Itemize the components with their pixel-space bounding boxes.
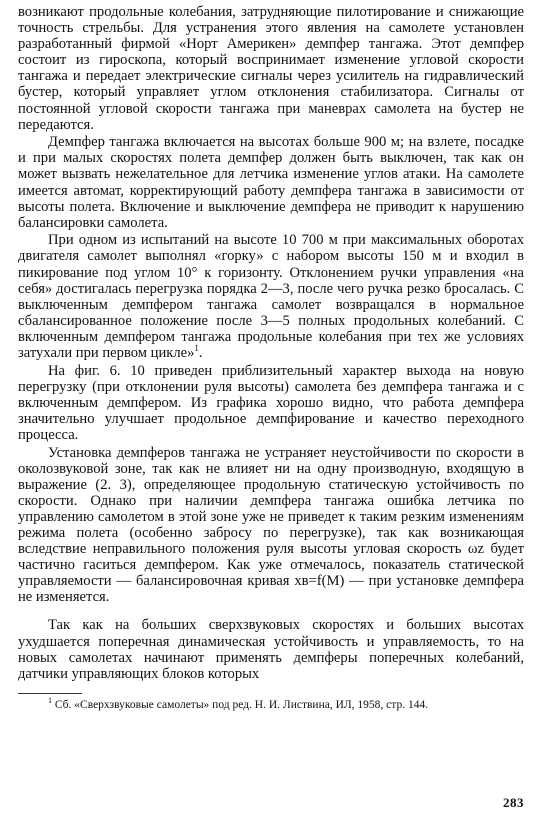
footnote-mark: 1 (48, 696, 52, 706)
paragraph-5: Установка демпферов тангажа не устраняет неустойчивости по скорости в околозвуковой зоне, так как не влияет ни на одну производную, входящую в выражение (2. 3), определяющее продольную статическую устойчивость по скорости. Однако при наличии демпфера тангажа ошибка летчика по управлению самолетом в этой зоне уже не приведет к таким резким изменениям режима полета (особенно забросу по перегрузке), так как возникающая вследствие неправильного положения руля высоты угловая скорость ωz будет частично гаситься демпфером. Как уже отмечалось, показатель статической управляемости — балансировочная кривая xв=f(M) — при установке демпфера не изменяется. (18, 444, 524, 606)
footnote (18, 698, 524, 712)
paragraph-1: возникают продольные колебания, затрудняющие пилотирование и снижающие точность стрельбы. Для устранения этого явления на самолете установлен разработанный фирмой «Норт Америкен» демпфер тангажа. Этот демпфер состоит из гироскопа, который воспринимает изменение угловой скорости тангажа и передает электрические сигналы через усилитель на гидравлический бустер, который управляет углом отклонения стабилизатора. Сигналы от постоянной угловой скорости тангажа при маневрах самолета на бустер не передаются. (18, 4, 524, 133)
paragraph-3 (18, 232, 524, 361)
footnote-reference: 1 (194, 343, 199, 354)
paragraph-2: Демпфер тангажа включается на высотах больше 900 м; на взлете, посадке и при малых скоростях полета демпфер должен быть выключен, так как он может вызвать нежелательное для летчика изменение углов атаки. На самолете имеется автомат, корректирующий работу демпфера тангажа в зависимости от высоты полета. Включение и выключение демпфера не приводит к нарушению балансировки самолета. (18, 134, 524, 231)
paragraph-3-text: При одном из испытаний на высоте 10 700 м при максимальных оборотах двигателя самолет выполнял «горку» с набором высоты 150 м и входил в пикирование под углом 10° к горизонту. Отклонением ручки управления «на себя» достигалась перегрузка порядка 2—3, после чего ручка резко бросалась. С выключенным демпфером тангажа самолет возвращался в нормальное сбалансированное положение после 3—5 полных продольных колебаний. С включенным демпфером тангажа продольные колебания при тех же условиях затухали при первом цикле» (18, 232, 524, 361)
page-number: 283 (503, 794, 524, 810)
paragraph-3-end: . (198, 344, 203, 361)
footnote-divider (18, 693, 82, 694)
paragraph-4: На фиг. 6. 10 приведен приблизительный характер выхода на новую перегрузку (при отклонении руля высоты) самолета без демпфера тангажа и с включенным демпфером. Из графика хорошо видно, что работа демпфера значительно улучшает продольное демпфирование и качество переходного процесса. (18, 362, 524, 443)
book-page (18, 4, 524, 821)
footnote-text: Сб. «Сверхзвуковые самолеты» под ред. Н. И. Листвина, ИЛ, 1958, стр. 144. (54, 698, 429, 711)
paragraph-6: Так как на больших сверхзвуковых скоростях и больших высотах ухудшается поперечная динамическая устойчивость и управляемость, то на новых самолетах начинают применять демпферы поперечных колебаний, датчики управляющих блоков которых (18, 617, 524, 682)
